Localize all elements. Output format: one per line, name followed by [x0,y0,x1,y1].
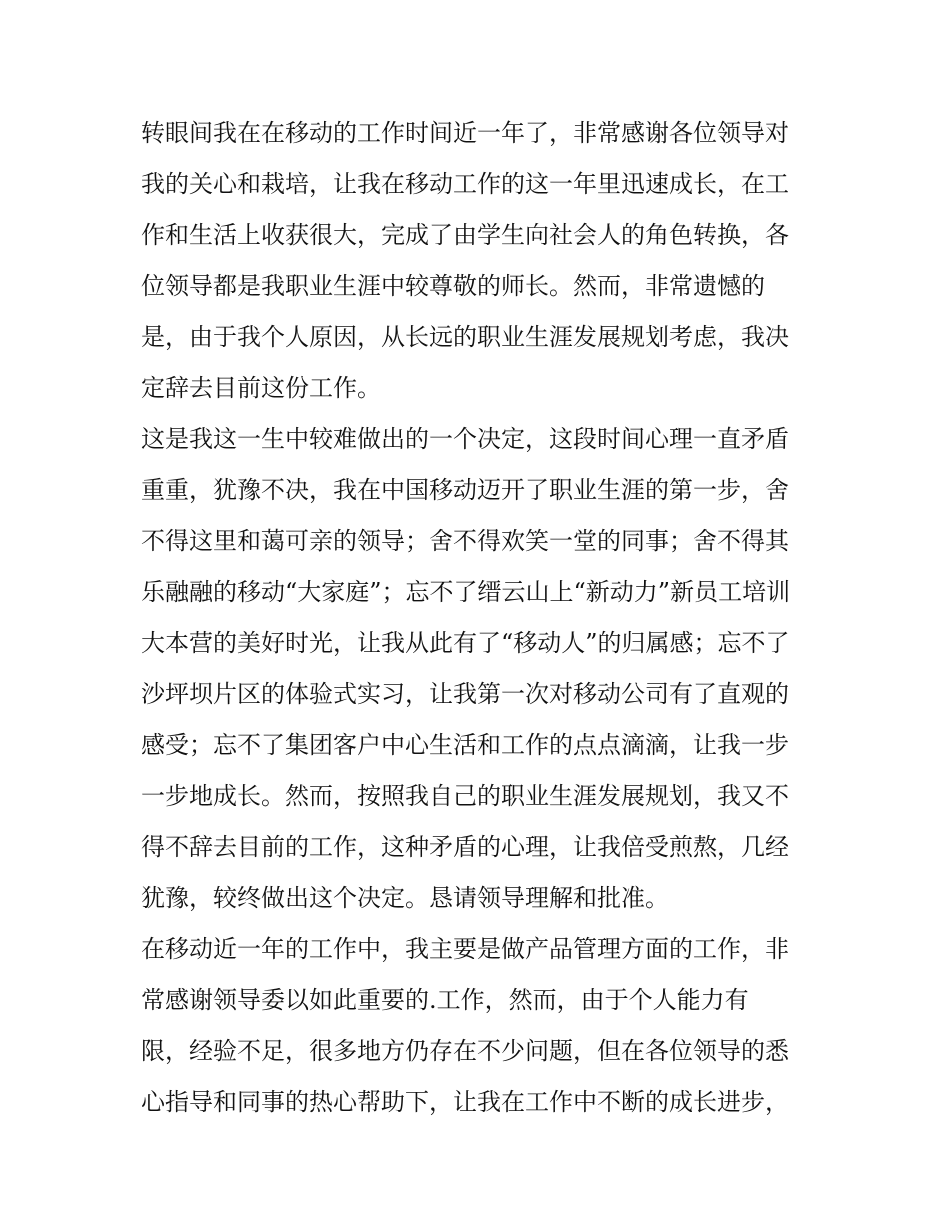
text-line: 这是我这一生中较难做出的一个决定，这段时间心理一直矛盾 [141,425,789,453]
text-line: 沙坪坝片区的体验式实习，让我第一次对移动公司有了直观的 [141,680,789,708]
text-line: 转眼间我在在移动的工作时间近一年了，非常感谢各位领导对 [141,119,789,147]
text-line: 犹豫，较终做出这个决定。恳请领导理解和批准。 [141,884,669,912]
text-line: 我的关心和栽培，让我在移动工作的这一年里迅速成长，在工 [141,170,789,198]
document-body [141,108,821,1128]
text-line: 乐融融的移动“大家庭”；忘不了缙云山上“新动力”新员工培训 [141,578,791,606]
text-line: 不得这里和蔼可亲的领导；舍不得欢笑一堂的同事；舍不得其 [141,527,789,555]
text-line: 位领导都是我职业生涯中较尊敬的师长。然而，非常遗憾的 [141,272,765,300]
text-line: 心指导和同事的热心帮助下，让我在工作中不断的成长进步， [141,1088,789,1116]
text-line: 限，经验不足，很多地方仍存在不少问题，但在各位领导的悉 [141,1037,789,1065]
text-line: 作和生活上收获很大，完成了由学生向社会人的角色转换，各 [141,221,789,249]
text-line: 一步地成长。然而，按照我自己的职业生涯发展规划，我又不 [141,782,789,810]
text-line: 大本营的美好时光，让我从此有了“移动人”的归属感；忘不了 [141,629,790,657]
text-line: 重重，犹豫不决，我在中国移动迈开了职业生涯的第一步，舍 [141,476,789,504]
text-line: 得不辞去目前的工作，这种矛盾的心理，让我倍受煎熬，几经 [141,833,789,861]
text-line: 感受；忘不了集团客户中心生活和工作的点点滴滴，让我一步 [141,731,789,759]
text-line: 常感谢领导委以如此重要的.工作，然而，由于个人能力有 [141,986,749,1014]
text-line: 是，由于我个人原因，从长远的职业生涯发展规划考虑，我决 [141,323,789,351]
text-line: 定辞去目前这份工作。 [141,374,381,402]
text-line: 在移动近一年的工作中，我主要是做产品管理方面的工作，非 [141,935,789,963]
